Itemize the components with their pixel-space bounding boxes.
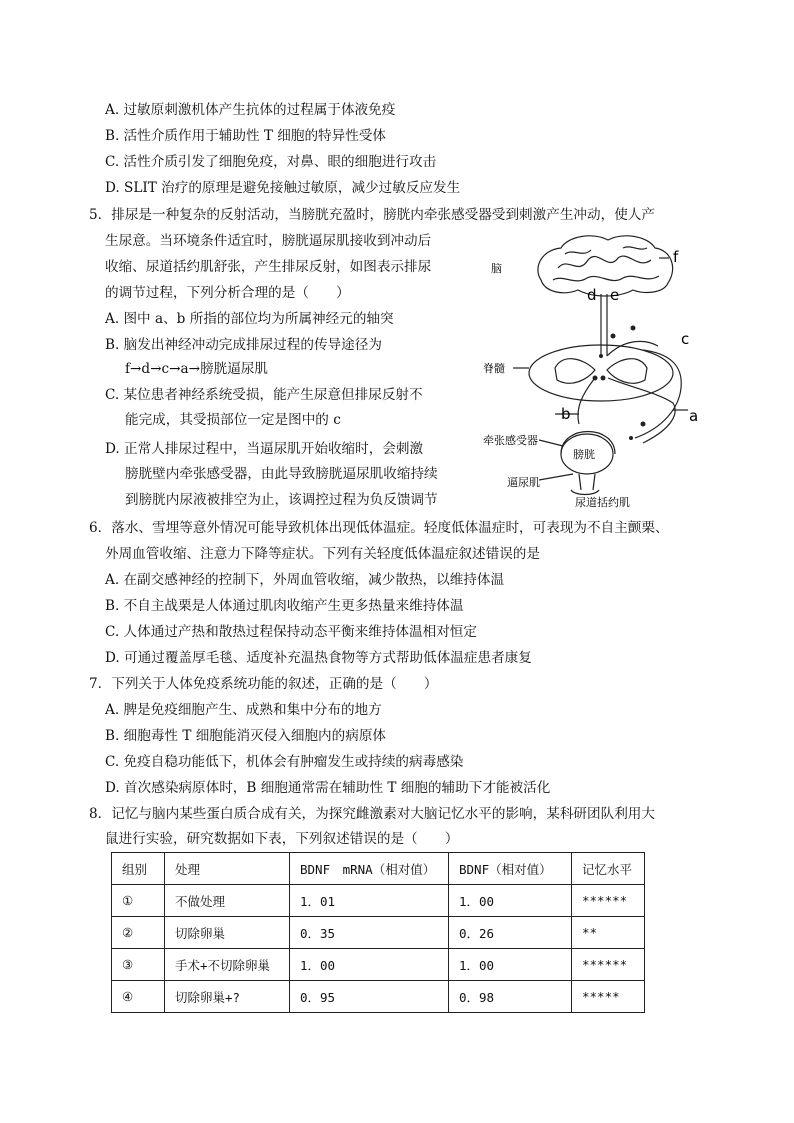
cell-group: ①: [112, 885, 165, 917]
label-sphincter: 尿道括约肌: [575, 496, 630, 509]
cell-group: ④: [112, 981, 165, 1013]
q5-option-c: C. 某位患者神经系统受损，能产生尿意但排尿反射不: [105, 387, 423, 403]
q7-option-d: D. 首次感染病原体时，B 细胞通常需在辅助性 T 细胞的辅助下才能被活化: [105, 780, 551, 796]
brain-shape: [538, 236, 673, 296]
header-bdnf-mrna: BDNF mRNA（相对值）: [290, 853, 449, 885]
label-e: e: [610, 286, 620, 304]
q7-stem: 7．下列关于人体免疫系统功能的叙述，正确的是（ ）: [89, 676, 438, 692]
q6-stem-line-1: 6．落水、雪埋等意外情况可能导致机体出现低体温症。轻度低体温症时，可表现为不自主颤栗、: [89, 520, 669, 536]
label-d: d: [587, 286, 597, 304]
q8-stem-line-2: 鼠进行实验，研究数据如下表，下列叙述错误的是（ ）: [105, 831, 459, 847]
cell-bdnf: 1．00: [449, 885, 572, 917]
q7-option-a: A. 脾是免疫细胞产生、成熟和集中分布的地方: [105, 702, 382, 718]
cell-bdnf-mrna: 1．01: [290, 885, 449, 917]
label-a: a: [689, 407, 699, 425]
header-memory: 记忆水平: [572, 853, 645, 885]
q8-stem-line-1: 8．记忆与脑内某些蛋白质合成有关，为探究雌激素对大脑记忆水平的影响，某科研团队利用大: [89, 806, 655, 822]
q5-option-b: B. 脑发出神经冲动完成排尿过程的传导途径为: [105, 337, 382, 353]
table-row: [112, 885, 645, 917]
table-row: [112, 949, 645, 981]
q5-stem-line-2: 生尿意。当环境条件适宜时，膀胱逼尿肌接收到冲动后: [105, 233, 432, 249]
table-row: [112, 981, 645, 1013]
cell-bdnf: 1．00: [449, 949, 572, 981]
cell-group: ③: [112, 949, 165, 981]
q5-option-c-cont: 能完成，其受损部位一定是图中的 c: [125, 412, 341, 428]
q8-data-table: [111, 852, 645, 1013]
label-bladder: 膀胱: [573, 448, 595, 461]
q4-option-a: A. 过敏原刺激机体产生抗体的过程属于体液免疫: [105, 102, 396, 118]
cell-memory: ******: [572, 949, 645, 981]
cell-memory: *****: [572, 981, 645, 1013]
header-group: 组别: [112, 853, 165, 885]
q5-option-d: D. 正常人排尿过程中，当逼尿肌开始收缩时，会刺激: [105, 441, 424, 457]
cell-bdnf-mrna: 0．35: [290, 917, 449, 949]
q5-stem-line-1: 5．排尿是一种复杂的反射活动，当膀胱充盈时，膀胱内牵张感受器受到刺激产生冲动，使人产: [89, 207, 655, 223]
cell-treatment: 切除卵巢+?: [165, 981, 290, 1013]
q4-option-c: C. 活性介质引发了细胞免疫，对鼻、眼的细胞进行攻击: [105, 154, 437, 170]
q7-option-b: B. 细胞毒性 T 细胞能消灭侵入细胞内的病原体: [105, 728, 387, 744]
cell-bdnf-mrna: 1．00: [290, 949, 449, 981]
cell-memory: ******: [572, 885, 645, 917]
label-brain: 脑: [491, 262, 502, 275]
q6-option-b: B. 不自主战栗是人体通过肌肉收缩产生更多热量来维持体温: [105, 598, 464, 614]
cell-treatment: 切除卵巢: [165, 917, 290, 949]
q6-stem-line-2: 外周血管收缩、注意力下降等症状。下列有关轻度低体温症叙述错误的是: [105, 546, 540, 562]
cell-bdnf: 0．26: [449, 917, 572, 949]
q5-option-d-cont-1: 膀胱壁内牵张感受器，由此导致膀胱逼尿肌收缩持续: [125, 466, 438, 482]
table-row: [112, 917, 645, 949]
label-detrusor: 逼尿肌: [507, 476, 540, 489]
label-c: c: [681, 330, 690, 348]
urination-reflex-diagram: [483, 228, 703, 513]
cell-treatment: 手术+不切除卵巢: [165, 949, 290, 981]
cell-memory: **: [572, 917, 645, 949]
q5-option-b-path: f→d→c→a→膀胱逼尿肌: [125, 361, 268, 377]
q6-option-d: D. 可通过覆盖厚毛毯、适度补充温热食物等方式帮助低体温症患者康复: [105, 650, 532, 666]
header-bdnf: BDNF（相对值）: [449, 853, 572, 885]
cell-treatment: 不做处理: [165, 885, 290, 917]
q4-option-b: B. 活性介质作用于辅助性 T 细胞的特异性受体: [105, 128, 387, 144]
q7-option-c: C. 免疫自稳功能低下，机体会有肿瘤发生或持续的病毒感染: [105, 754, 464, 770]
label-f: f: [673, 248, 679, 266]
label-spinal-cord: 脊髓: [483, 362, 505, 375]
q5-stem-line-3: 收缩、尿道括约肌舒张，产生排尿反射，如图表示排尿: [105, 259, 432, 275]
q6-option-a: A. 在副交感神经的控制下，外周血管收缩，减少散热，以维持体温: [105, 572, 505, 588]
cell-group: ②: [112, 917, 165, 949]
cell-bdnf-mrna: 0．95: [290, 981, 449, 1013]
q6-option-c: C. 人体通过产热和散热过程保持动态平衡来维持体温相对恒定: [105, 624, 477, 640]
table-header-row: [112, 853, 645, 885]
q4-option-d: D. SLIT 治疗的原理是避免接触过敏原，减少过敏反应发生: [105, 180, 461, 196]
q5-option-d-cont-2: 到膀胱内尿液被排空为止，该调控过程为负反馈调节: [125, 492, 438, 508]
header-treatment: 处理: [165, 853, 290, 885]
cell-bdnf: 0．98: [449, 981, 572, 1013]
label-stretch-receptor: 牵张感受器: [483, 434, 538, 447]
label-b: b: [561, 405, 571, 423]
q5-option-a: A. 图中 a、b 所指的部位均为所属神经元的轴突: [105, 311, 394, 327]
q5-stem-line-4: 的调节过程，下列分析合理的是（ ）: [105, 285, 350, 301]
